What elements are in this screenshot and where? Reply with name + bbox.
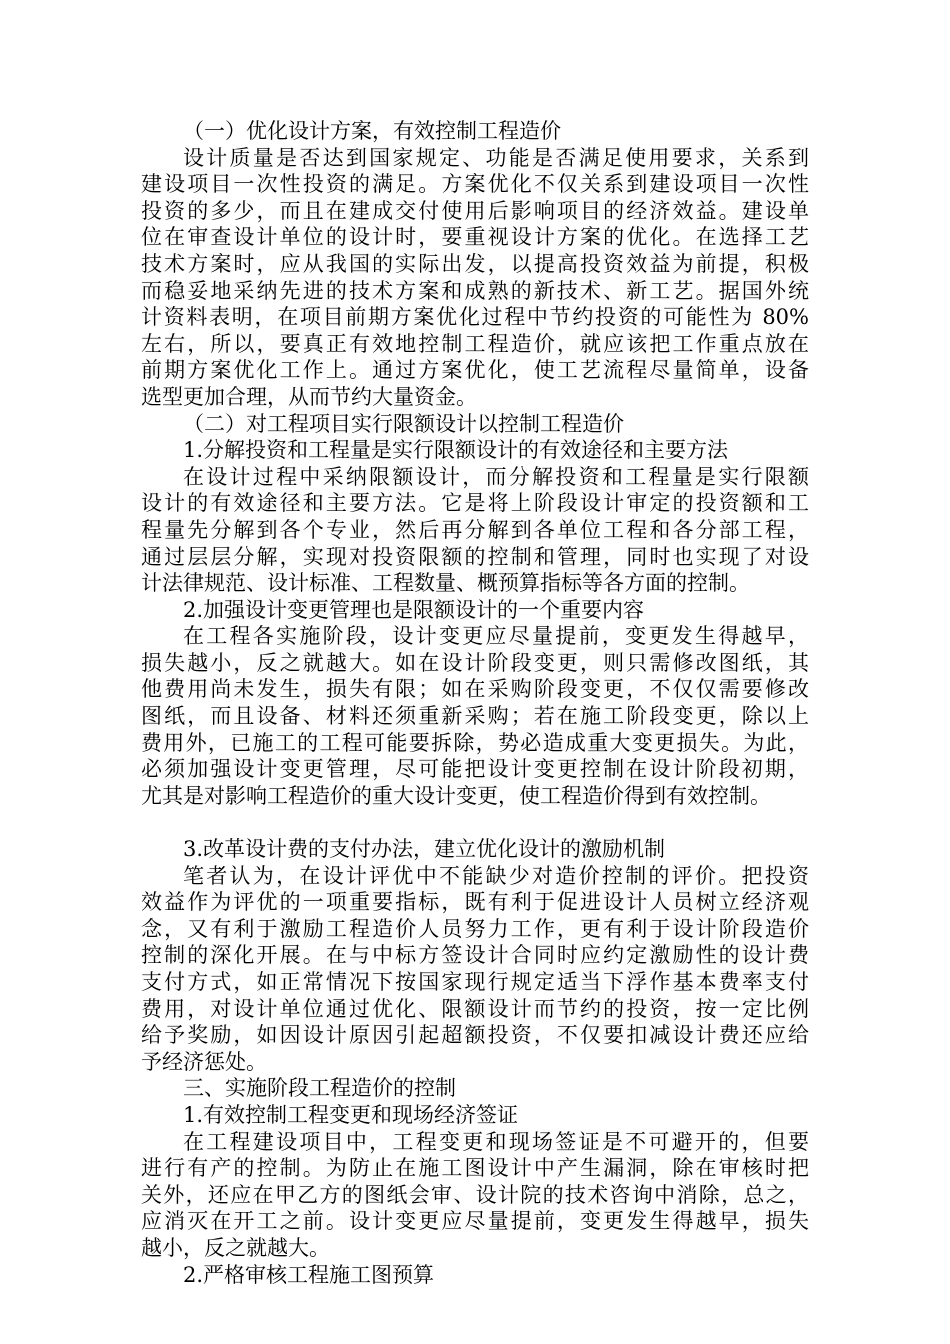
section-heading-3: 三、实施阶段工程造价的控制 [183,1076,456,1101]
paragraph-line: 支付方式，如正常情况下按国家现行规定适当下浮作基本费率支付 [141,970,809,994]
paragraph-line: 设计质量是否达到国家规定、功能是否满足使用要求，关系到 [183,145,809,170]
paragraph-line: 在工程各实施阶段，设计变更应尽量提前，变更发生得越早， [183,624,809,649]
paragraph-line: 前期方案优化工作上。通过方案优化，使工艺流程尽量简单，设备 [141,358,809,383]
paragraph-line: 在设计过程中采纳限额设计，而分解投资和工程量是实行限额 [183,464,809,489]
paragraph-line: 位在审查设计单位的设计时，要重视设计方案的优化。在选择工艺 [141,225,809,250]
paragraph-line: 他费用尚未发生，损失有限；如在采购阶段变更，不仅仅需要修改 [141,677,809,702]
paragraph-line: 念，又有利于激励工程造价人员努力工作，更有利于设计阶段造价 [141,916,809,941]
subsection-heading: 1.分解投资和工程量是实行限额设计的有效途径和主要方法 [183,438,729,463]
paragraph-line: 控制的深化开展。在与中标方签设计合同时应约定激励性的设计费 [141,943,809,968]
paragraph-line: 选型更加合理，从而节约大量资金。 [141,384,477,409]
paragraph-line: 在工程建设项目中，工程变更和现场签证是不可避开的，但要 [183,1129,809,1154]
paragraph-line: 笔者认为，在设计评优中不能缺少对造价控制的评价。把投资 [183,863,809,888]
paragraph-line: 费用，对设计单位通过优化、限额设计而节约的投资，按一定比例 [141,996,809,1021]
paragraph-line: 计资料表明，在项目前期方案优化过程中节约投资的可能性为 80% [141,305,809,330]
paragraph-line: 损失越小，反之就越大。如在设计阶段变更，则只需修改图纸，其 [141,650,809,675]
subsection-heading: 1.有效控制工程变更和现场经济签证 [183,1102,519,1127]
paragraph-line: 应消灭在开工之前。设计变更应尽量提前，变更发生得越早，损失 [141,1209,809,1234]
paragraph-line: 而稳妥地采纳先进的技术方案和成熟的新技术、新工艺。据国外统 [141,278,809,303]
section-heading-1: （一）优化设计方案，有效控制工程造价 [183,119,561,143]
document-page [141,118,809,1288]
paragraph-line: 尤其是对影响工程造价的重大设计变更，使工程造价得到有效控制。 [141,783,771,808]
paragraph-line: 关外，还应在甲乙方的图纸会审、设计院的技术咨询中消除，总之， [141,1182,809,1207]
paragraph-line: 费用外，已施工的工程可能要拆除，势必造成重大变更损失。为此， [141,730,809,755]
blank-line [141,809,809,836]
section-heading-2: （二）对工程项目实行限额设计以控制工程造价 [183,411,624,436]
paragraph-line: 投资的多少，而且在建成交付使用后影响项目的经济效益。建设单 [141,198,809,223]
paragraph-line: 程量先分解到各个专业，然后再分解到各单位工程和各分部工程， [141,517,809,542]
paragraph-line: 通过层层分解，实现对投资限额的控制和管理，同时也实现了对设 [141,544,809,569]
subsection-heading: 2.加强设计变更管理也是限额设计的一个重要内容 [183,597,645,622]
subsection-heading: 3.改革设计费的支付办法，建立优化设计的激励机制 [183,837,666,862]
paragraph-line: 设计的有效途径和主要方法。它是将上阶段设计审定的投资额和工 [141,491,809,516]
subsection-heading: 2.严格审核工程施工图预算 [183,1262,435,1287]
paragraph-line: 图纸，而且设备、材料还须重新采购；若在施工阶段变更，除以上 [141,704,809,729]
paragraph-line: 计法律规范、设计标准、工程数量、概预算指标等各方面的控制。 [141,571,750,596]
paragraph-line: 效益作为评优的一项重要指标，既有利于促进设计人员树立经济观 [141,890,809,915]
paragraph-line: 技术方案时，应从我国的实际出发，以提高投资效益为前提，积极 [141,251,809,276]
paragraph-line: 给予奖励，如因设计原因引起超额投资，不仅要扣减设计费还应给 [141,1023,809,1048]
paragraph-line: 予经济惩处。 [141,1049,267,1074]
paragraph-line: 建设项目一次性投资的满足。方案优化不仅关系到建设项目一次性 [141,172,809,197]
paragraph-line: 进行有产的控制。为防止在施工图设计中产生漏洞，除在审核时把 [141,1156,809,1181]
paragraph-line: 必须加强设计变更管理，尽可能把设计变更控制在设计阶段初期， [141,757,809,782]
paragraph-line: 左右，所以，要真正有效地控制工程造价，就应该把工作重点放在 [141,331,809,356]
paragraph-line: 越小，反之就越大。 [141,1235,330,1260]
